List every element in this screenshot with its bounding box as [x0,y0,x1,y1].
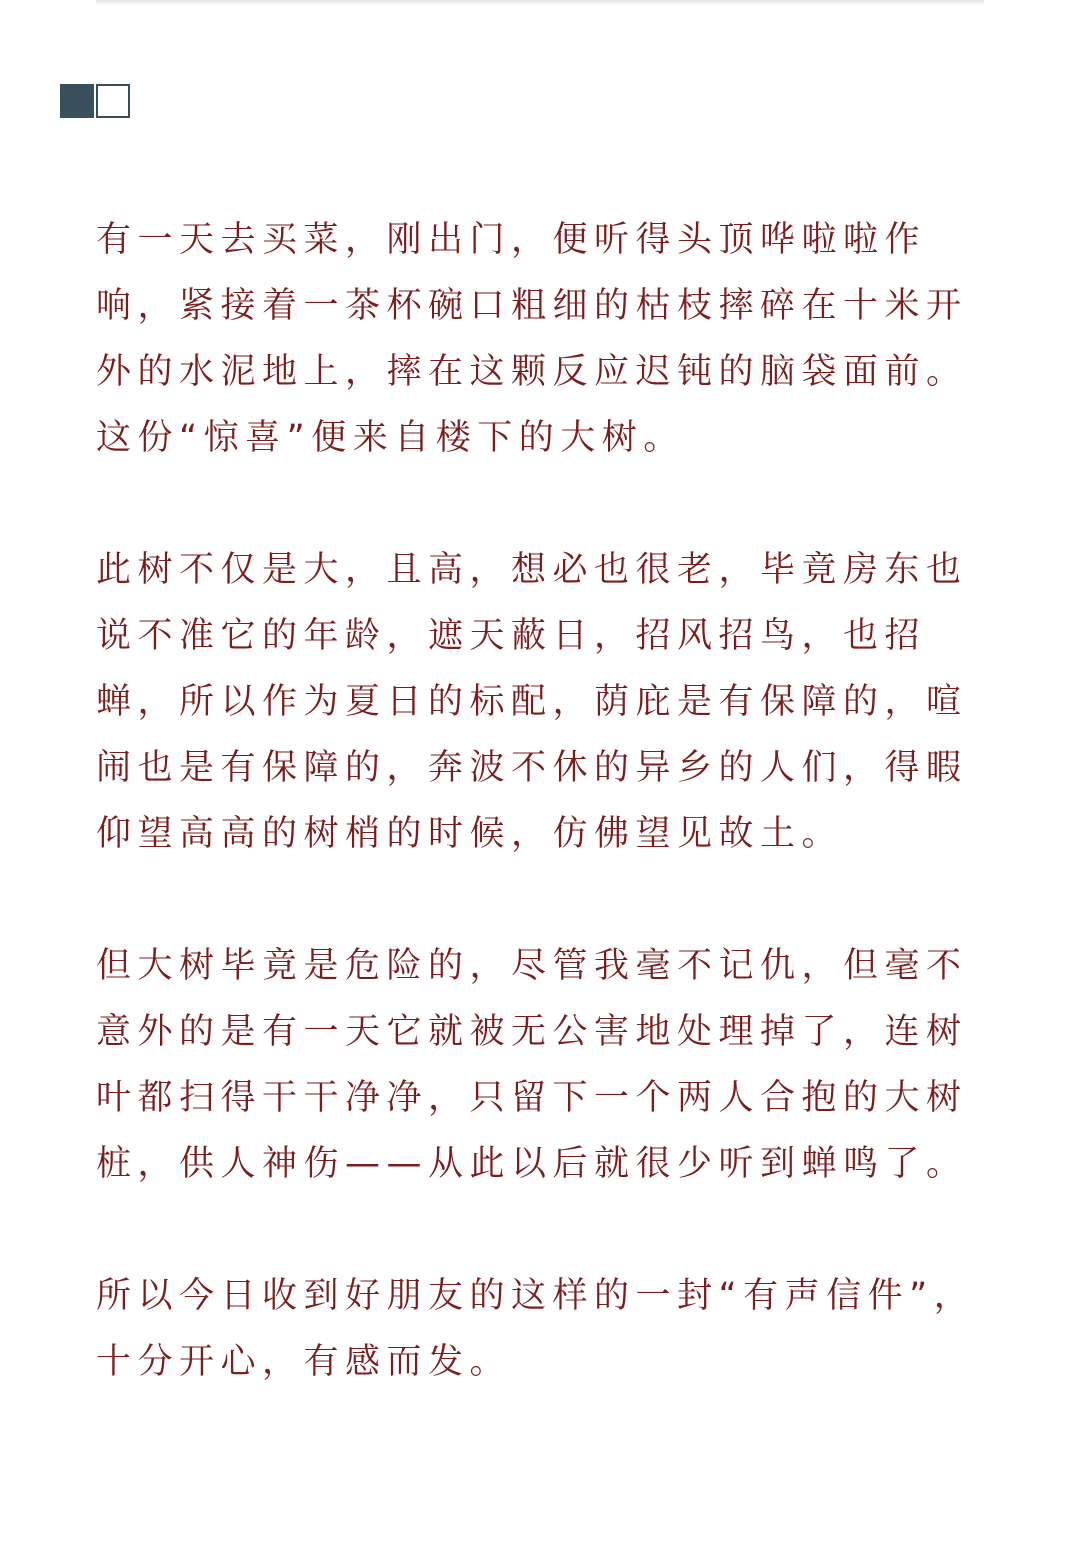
paragraph-line: 桩，供人神伤——从此以后就很少听到蝉鸣了。 [96,1144,968,1184]
paragraph-line: 意外的是有一天它就被无公害地处理掉了，连树 [96,1012,968,1052]
paragraph-1 [96,207,984,471]
top-card-shadow [96,0,984,6]
paragraph-line: 响，紧接着一茶杯碗口粗细的枯枝摔碎在十米开 [96,286,968,326]
paragraph-line: 所以今日收到好朋友的这样的一封“有声信件”， [96,1276,976,1316]
paragraph-2 [96,537,984,867]
paragraph-4 [96,1263,984,1395]
paragraph-line: 仰望高高的树梢的时候，仿佛望见故土。 [96,814,844,854]
article-body [96,207,984,1461]
paragraph-3 [96,933,984,1197]
paragraph-line: 十分开心，有感而发。 [96,1342,512,1382]
outline-square-icon [96,84,130,118]
paragraph-line: 蝉，所以作为夏日的标配，荫庇是有保障的，喧 [96,682,968,722]
paragraph-line: 闹也是有保障的，奔波不休的异乡的人们，得暇 [96,748,968,788]
paragraph-line: 这份“惊喜”便来自楼下的大树。 [96,418,685,458]
section-marker-icon [60,84,130,118]
paragraph-line: 但大树毕竟是危险的，尽管我毫不记仇，但毫不 [96,946,968,986]
paragraph-line: 叶都扫得干干净净，只留下一个两人合抱的大树 [96,1078,968,1118]
paragraph-line: 说不准它的年龄，遮天蔽日，招风招鸟，也招 [96,616,927,656]
filled-square-icon [60,84,94,118]
paragraph-line: 此树不仅是大，且高，想必也很老，毕竟房东也 [96,550,968,590]
paragraph-line: 外的水泥地上，摔在这颗反应迟钝的脑袋面前。 [96,352,968,392]
paragraph-line: 有一天去买菜，刚出门，便听得头顶哗啦啦作 [96,220,927,260]
